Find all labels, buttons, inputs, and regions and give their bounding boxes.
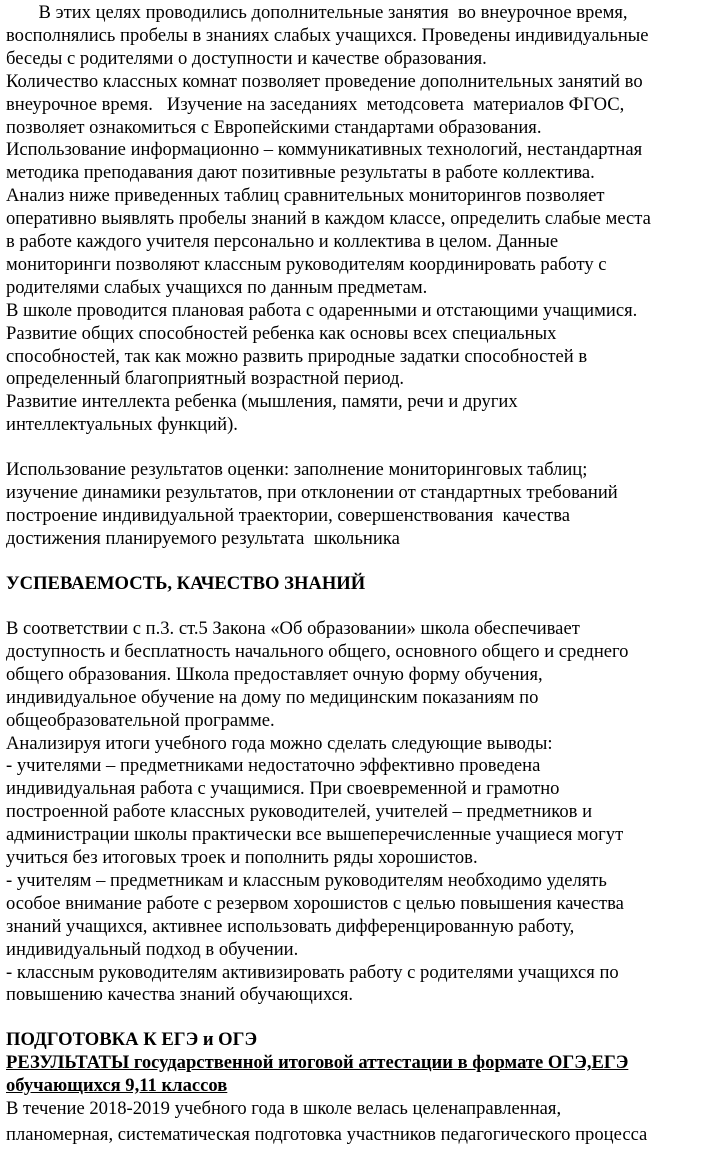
text-line: позволяет ознакомиться с Европейскими стандартами образования. bbox=[6, 116, 542, 138]
text-line: восполнялись пробелы в знаниях слабых учащихся. Проведены индивидуальные bbox=[6, 24, 649, 46]
text-line: особое внимание работе с резервом хорошистов с целью повышения качества bbox=[6, 892, 624, 914]
text-line: РЕЗУЛЬТАТЫ государственной итоговой аттестации в формате ОГЭ,ЕГЭ bbox=[6, 1052, 629, 1073]
text-line: общего образования. Школа предоставляет очную форму обучения, bbox=[6, 663, 543, 685]
text-line: изучение динамики результатов, при отклонении от стандартных требований bbox=[6, 481, 618, 503]
text-line: знаний учащихся, активнее использовать дифференцированную работу, bbox=[6, 915, 575, 937]
text-line: определенный благоприятный возрастной период. bbox=[6, 368, 405, 390]
text-line: достижения планируемого результата школьника bbox=[6, 527, 400, 549]
text-line: общеобразовательной программе. bbox=[6, 709, 275, 731]
text-line: В этих целях проводились дополнительные занятия во внеурочное время, bbox=[6, 2, 628, 23]
text-line: УСПЕВАЕМОСТЬ, КАЧЕСТВО ЗНАНИЙ bbox=[6, 573, 366, 594]
text-line: учиться без итоговых троек и пополнить ряды хорошистов. bbox=[6, 847, 478, 868]
text-line: беседы с родителями о доступности и качестве образования. bbox=[6, 47, 487, 69]
text-line: В школе проводится плановая работа с одаренными и отстающими учащимися. bbox=[6, 299, 638, 321]
text-line: Количество классных комнат позволяет проведение дополнительных занятий во bbox=[6, 70, 643, 92]
text-line: - учителям – предметникам и классным руководителям необходимо уделять bbox=[6, 869, 607, 891]
text-line: Использование информационно – коммуникативных технологий, нестандартная bbox=[6, 139, 643, 161]
text-line: - классным руководителям активизировать работу с родителями учащихся по bbox=[6, 961, 619, 983]
text-line: планомерная, систематическая подготовка участников педагогического процесса bbox=[6, 1124, 648, 1145]
text-line: индивидуальный подход в обучении. bbox=[6, 938, 299, 960]
text-line: методика преподавания дают позитивные результаты в работе коллектива. bbox=[6, 162, 595, 184]
text-line: обучающихся 9,11 классов bbox=[6, 1074, 228, 1096]
text-line: внеурочное время. Изучение на заседаниях методсовета материалов ФГОС, bbox=[6, 93, 625, 115]
text-line: построенной работе классных руководителей, учителей – предметников и bbox=[6, 801, 593, 823]
text-line: родителями слабых учащихся по данным предметам. bbox=[6, 276, 428, 298]
text-line: способностей, так как можно развить природные задатки способностей в bbox=[6, 345, 588, 367]
text-line: мониторинги позволяют классным руководителям координировать работу с bbox=[6, 253, 607, 275]
text-line: интеллектуальных функций). bbox=[6, 414, 238, 436]
text-line: Анализируя итоги учебного года можно сделать следующие выводы: bbox=[6, 732, 553, 754]
text-line: Анализ ниже приведенных таблиц сравнительных мониторингов позволяет bbox=[6, 185, 605, 207]
text-line: Использование результатов оценки: заполнение мониторинговых таблиц; bbox=[6, 459, 588, 480]
text-line: доступность и бесплатность начального общего, основного общего и среднего bbox=[6, 640, 629, 662]
text-line: в работе каждого учителя персонально и коллектива в целом. Данные bbox=[6, 231, 559, 252]
text-line: Развитие общих способностей ребенка как основы всех специальных bbox=[6, 322, 557, 344]
text-line: построение индивидуальной траектории, совершенствования качества bbox=[6, 504, 571, 526]
text-line: повышению качества знаний обучающихся. bbox=[6, 984, 354, 1006]
text-line: индивидуальная работа с учащимися. При своевременной и грамотно bbox=[6, 778, 560, 800]
text-line: В соответствии с п.3. ст.5 Закона «Об образовании» школа обеспечивает bbox=[6, 618, 580, 639]
text-line: - учителями – предметниками недостаточно эффективно проведена bbox=[6, 755, 541, 777]
text-line: Развитие интеллекта ребенка (мышления, памяти, речи и других bbox=[6, 391, 518, 413]
text-line: ПОДГОТОВКА К ЕГЭ и ОГЭ bbox=[6, 1029, 258, 1050]
text-line: индивидуальное обучение на дому по медицинским показаниям по bbox=[6, 686, 539, 708]
text-line: администрации школы практически все вышеперечисленные учащиеся могут bbox=[6, 824, 624, 846]
text-line: оперативно выявлять пробелы знаний в каждом классе, определить слабые места bbox=[6, 208, 651, 230]
text-line: В течение 2018-2019 учебного года в школе велась целенаправленная, bbox=[6, 1098, 562, 1119]
